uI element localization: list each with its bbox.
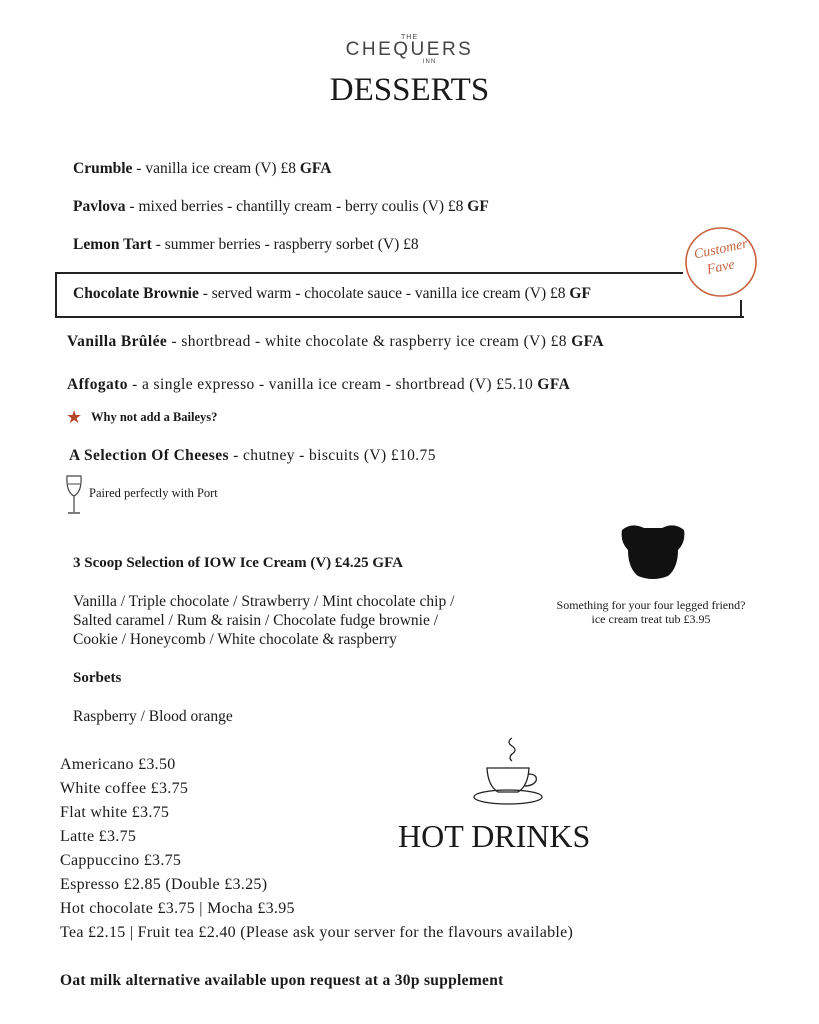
drink-item: Hot chocolate £3.75 | Mocha £3.95 [60,900,295,917]
stamp-line2: Fave [705,257,737,278]
logo-name: CHEQUERS [345,39,474,60]
star-icon: ★ [66,407,83,427]
fave-box-right [740,300,742,318]
stamp-line1: Customer [692,236,750,263]
wine-glass-icon [64,474,84,521]
ice-cream-flavours-2: Salted caramel / Rum & raisin / Chocolate fudge brownie / [73,612,439,629]
sorbets-list: Raspberry / Blood orange [73,708,233,725]
ice-cream-flavours-3: Cookie / Honeycomb / White chocolate & raspberry [73,631,397,648]
dog-icon [618,524,688,585]
sorbets-title: Sorbets [73,670,122,686]
dessert-chocolate-brownie: Chocolate Brownie - served warm - chocolate sauce - vanilla ice cream (V) £8 GF [73,285,591,302]
drink-item: Espresso £2.85 (Double £3.25) [60,876,268,893]
drink-item: Tea £2.15 | Fruit tea £2.40 (Please ask your server for the flavours available) [60,924,574,941]
ice-cream-title: 3 Scoop Selection of IOW Ice Cream (V) £4.25 GFA [73,555,403,571]
dessert-lemon-tart: Lemon Tart - summer berries - raspberry sorbet (V) £8 [73,236,419,253]
hot-drinks-title: HOT DRINKS [398,818,591,854]
dessert-affogato: Affogato - a single expresso - vanilla ice cream - shortbread (V) £5.10 GFA [67,376,571,393]
port-note: Paired perfectly with Port [89,486,218,500]
dessert-vanilla-brulee: Vanilla Brûlée - shortbread - white chocolate & raspberry ice cream (V) £8 GFA [67,333,604,350]
dessert-crumble: Crumble - vanilla ice cream (V) £8 GFA [73,160,332,177]
oat-milk-note: Oat milk alternative available upon request at a 30p supplement [60,972,504,989]
page-title: DESSERTS [329,72,490,108]
dog-note-line1: Something for your four legged friend? [556,598,746,612]
coffee-cup-icon [470,734,548,815]
logo-the: THE [401,34,418,41]
drink-item: Flat white £3.75 [60,804,170,821]
dog-note-line2: ice cream treat tub £3.95 [591,612,711,626]
drink-item: Latte £3.75 [60,828,137,845]
dessert-pavlova: Pavlova - mixed berries - chantilly cream - berry coulis (V) £8 GF [73,198,489,215]
dessert-cheeses: A Selection Of Cheeses - chutney - biscuits (V) £10.75 [69,447,436,464]
ice-cream-flavours-1: Vanilla / Triple chocolate / Strawberry / Mint chocolate chip / [73,593,455,610]
customer-fave-stamp [683,226,759,298]
drink-item: Cappuccino £3.75 [60,852,182,869]
logo-inn: INN [422,59,437,65]
drink-item: White coffee £3.75 [60,780,189,797]
baileys-note: Why not add a Baileys? [91,410,218,424]
drink-item: Americano £3.50 [60,756,176,773]
